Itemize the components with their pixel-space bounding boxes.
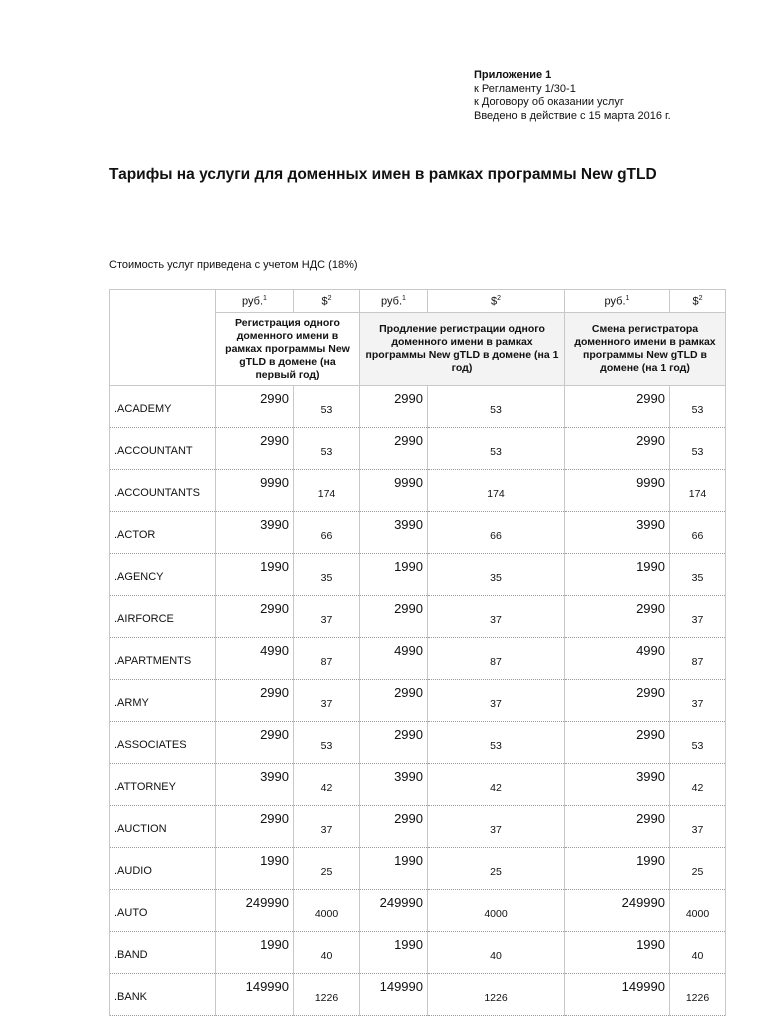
table-row <box>110 932 726 974</box>
transfer-usd-cell: 53 <box>670 722 726 764</box>
transfer-rub-cell: 2990 <box>565 680 670 722</box>
renewal-usd-cell: 1226 <box>428 974 565 1016</box>
transfer-rub-cell: 9990 <box>565 470 670 512</box>
vat-note: Стоимость услуг приведена с учетом НДС (18%) <box>109 259 358 271</box>
registration-rub-cell: 9990 <box>216 470 294 512</box>
zone-cell: .AGENCY <box>110 554 216 596</box>
renewal-header: Продление регистрации одного доменного имени в рамках программы New gTLD в домене (на 1 год) <box>360 313 565 386</box>
zone-cell: .APARTMENTS <box>110 638 216 680</box>
zone-cell: .AUTO <box>110 890 216 932</box>
renewal-rub-cell: 2990 <box>360 680 428 722</box>
registration-usd-cell: 25 <box>294 848 360 890</box>
transfer-usd-cell: 37 <box>670 806 726 848</box>
registration-rub-cell: 2990 <box>216 596 294 638</box>
table-row <box>110 596 726 638</box>
table-row <box>110 512 726 554</box>
transfer-usd-cell: 37 <box>670 680 726 722</box>
unit-rub-header: руб.$^1$ <box>360 290 428 313</box>
renewal-rub-cell: 1990 <box>360 554 428 596</box>
renewal-rub-cell: 149990 <box>360 974 428 1016</box>
renewal-usd-cell: 66 <box>428 512 565 554</box>
zone-cell: .BANK <box>110 974 216 1016</box>
renewal-rub-cell: 3990 <box>360 512 428 554</box>
registration-rub-cell: 2990 <box>216 722 294 764</box>
transfer-usd-cell: 37 <box>670 596 726 638</box>
renewal-usd-cell: 37 <box>428 680 565 722</box>
renewal-rub-cell: 2990 <box>360 596 428 638</box>
registration-usd-cell: 37 <box>294 806 360 848</box>
registration-usd-cell: 53 <box>294 722 360 764</box>
renewal-rub-cell: 2990 <box>360 428 428 470</box>
renewal-usd-cell: 25 <box>428 848 565 890</box>
zone-cell: .ACCOUNTANT <box>110 428 216 470</box>
renewal-usd-cell: 53 <box>428 386 565 428</box>
zone-header-cell <box>110 290 216 386</box>
transfer-rub-cell: 3990 <box>565 512 670 554</box>
transfer-rub-cell: 249990 <box>565 890 670 932</box>
transfer-usd-cell: 40 <box>670 932 726 974</box>
registration-header: Регистрация одного доменного имени в рамках программы New gTLD в домене (на первый год) <box>216 313 360 386</box>
registration-usd-cell: 4000 <box>294 890 360 932</box>
registration-rub-cell: 1990 <box>216 932 294 974</box>
registration-usd-cell: 66 <box>294 512 360 554</box>
tariff-table <box>109 289 726 1016</box>
registration-rub-cell: 4990 <box>216 638 294 680</box>
unit-row <box>110 290 726 313</box>
transfer-usd-cell: 25 <box>670 848 726 890</box>
registration-rub-cell: 3990 <box>216 764 294 806</box>
renewal-usd-cell: 37 <box>428 806 565 848</box>
renewal-rub-cell: 9990 <box>360 470 428 512</box>
renewal-rub-cell: 3990 <box>360 764 428 806</box>
renewal-usd-cell: 42 <box>428 764 565 806</box>
transfer-rub-cell: 3990 <box>565 764 670 806</box>
appendix-block <box>474 69 671 123</box>
zone-cell: .ACCOUNTANTS <box>110 470 216 512</box>
renewal-rub-cell: 4990 <box>360 638 428 680</box>
transfer-usd-cell: 4000 <box>670 890 726 932</box>
table-row <box>110 638 726 680</box>
renewal-usd-cell: 37 <box>428 596 565 638</box>
registration-usd-cell: 53 <box>294 386 360 428</box>
registration-usd-cell: 37 <box>294 680 360 722</box>
transfer-rub-cell: 2990 <box>565 596 670 638</box>
unit-usd-header: \$$^2$ <box>294 290 360 313</box>
transfer-usd-cell: 53 <box>670 386 726 428</box>
renewal-usd-cell: 4000 <box>428 890 565 932</box>
unit-usd-header: \$$^2$ <box>670 290 726 313</box>
transfer-rub-cell: 4990 <box>565 638 670 680</box>
transfer-usd-cell: 42 <box>670 764 726 806</box>
transfer-rub-cell: 149990 <box>565 974 670 1016</box>
renewal-usd-cell: 40 <box>428 932 565 974</box>
zone-cell: .AIRFORCE <box>110 596 216 638</box>
transfer-rub-cell: 1990 <box>565 848 670 890</box>
registration-usd-cell: 87 <box>294 638 360 680</box>
renewal-rub-cell: 2990 <box>360 386 428 428</box>
registration-usd-cell: 40 <box>294 932 360 974</box>
renewal-usd-cell: 53 <box>428 722 565 764</box>
registration-rub-cell: 3990 <box>216 512 294 554</box>
table-row <box>110 890 726 932</box>
table-row <box>110 554 726 596</box>
registration-rub-cell: 1990 <box>216 848 294 890</box>
transfer-rub-cell: 1990 <box>565 932 670 974</box>
renewal-rub-cell: 2990 <box>360 722 428 764</box>
registration-usd-cell: 35 <box>294 554 360 596</box>
appendix-title: Приложение 1 <box>474 69 552 81</box>
registration-usd-cell: 174 <box>294 470 360 512</box>
appendix-effective-date: Введено в действие с 15 марта 2016 г. <box>474 109 671 122</box>
unit-usd-header: \$$^2$ <box>428 290 565 313</box>
registration-rub-cell: 2990 <box>216 680 294 722</box>
transfer-usd-cell: 66 <box>670 512 726 554</box>
registration-rub-cell: 2990 <box>216 386 294 428</box>
renewal-rub-cell: 249990 <box>360 890 428 932</box>
registration-rub-cell: 2990 <box>216 806 294 848</box>
appendix-regulation: к Регламенту 1/30-1 <box>474 82 576 95</box>
table-row <box>110 680 726 722</box>
table-row <box>110 386 726 428</box>
renewal-rub-cell: 1990 <box>360 848 428 890</box>
transfer-usd-cell: 174 <box>670 470 726 512</box>
registration-usd-cell: 1226 <box>294 974 360 1016</box>
renewal-usd-cell: 35 <box>428 554 565 596</box>
renewal-usd-cell: 174 <box>428 470 565 512</box>
transfer-rub-cell: 2990 <box>565 386 670 428</box>
table-row <box>110 428 726 470</box>
transfer-rub-cell: 2990 <box>565 428 670 470</box>
renewal-rub-cell: 2990 <box>360 806 428 848</box>
transfer-header: Смена регистратора доменного имени в рамках программы New gTLD в домене (на 1 год) <box>565 313 726 386</box>
zone-cell: .ASSOCIATES <box>110 722 216 764</box>
transfer-rub-cell: 2990 <box>565 722 670 764</box>
renewal-usd-cell: 87 <box>428 638 565 680</box>
registration-rub-cell: 149990 <box>216 974 294 1016</box>
zone-cell: .AUCTION <box>110 806 216 848</box>
zone-cell: .ARMY <box>110 680 216 722</box>
transfer-usd-cell: 87 <box>670 638 726 680</box>
registration-usd-cell: 42 <box>294 764 360 806</box>
zone-cell: .AUDIO <box>110 848 216 890</box>
renewal-rub-cell: 1990 <box>360 932 428 974</box>
appendix-contract: к Договору об оказании услуг <box>474 96 624 108</box>
registration-usd-cell: 37 <box>294 596 360 638</box>
transfer-usd-cell: 53 <box>670 428 726 470</box>
unit-rub-header: руб.$^1$ <box>565 290 670 313</box>
table-row <box>110 848 726 890</box>
table-row <box>110 806 726 848</box>
page-title: Тарифы на услуги для доменных имен в рамках программы New gTLD <box>109 166 657 183</box>
transfer-usd-cell: 35 <box>670 554 726 596</box>
transfer-usd-cell: 1226 <box>670 974 726 1016</box>
table-row <box>110 470 726 512</box>
transfer-rub-cell: 2990 <box>565 806 670 848</box>
registration-rub-cell: 1990 <box>216 554 294 596</box>
renewal-usd-cell: 53 <box>428 428 565 470</box>
zone-cell: .ACTOR <box>110 512 216 554</box>
zone-cell: .ACADEMY <box>110 386 216 428</box>
zone-cell: .ATTORNEY <box>110 764 216 806</box>
transfer-rub-cell: 1990 <box>565 554 670 596</box>
unit-rub-header: руб.$^1$ <box>216 290 294 313</box>
table-row <box>110 974 726 1016</box>
registration-rub-cell: 2990 <box>216 428 294 470</box>
registration-rub-cell: 249990 <box>216 890 294 932</box>
table-row <box>110 722 726 764</box>
zone-cell: .BAND <box>110 932 216 974</box>
registration-usd-cell: 53 <box>294 428 360 470</box>
table-row <box>110 764 726 806</box>
